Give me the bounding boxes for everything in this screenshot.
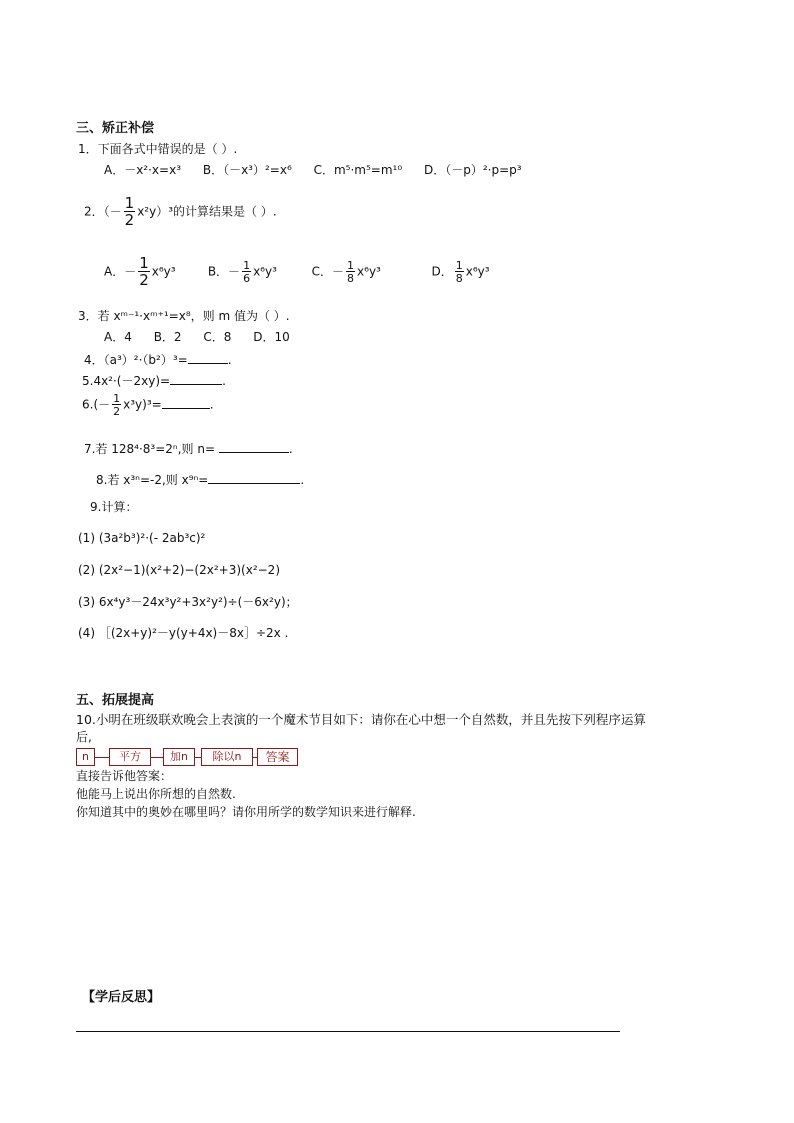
q1-stem: 1．下面各式中错误的是（ ）. [78, 142, 238, 156]
q2-option-d: D． $\frac{1}{8}$ x⁶y³ [431, 259, 490, 285]
q1-option-a: A．－x²·x=x³ [104, 163, 182, 177]
q4: 4．（a³）²·（b²）³= . [84, 353, 232, 367]
q1-option-d: D．（－p）²·p=p³ [424, 163, 522, 177]
flow-step-square: 平方 [109, 748, 151, 766]
q9-part-3: (3) 6x⁴y³－24x³y²+3x²y²)÷(－6x²y)； [78, 595, 298, 609]
q5-answer-blank[interactable] [170, 372, 222, 385]
q1-option-c: C．m⁵·m⁵=m¹⁰ [313, 163, 403, 177]
reflection-heading: 【学后反思】 [82, 990, 161, 1005]
q7-answer-blank[interactable] [219, 440, 289, 453]
flow-connector [95, 757, 109, 758]
q8-answer-blank[interactable] [208, 471, 300, 484]
q2-suffix: x²y）³的计算结果是（ ）. [137, 204, 277, 219]
q9-label: 9.计算： [90, 500, 138, 514]
q1-option-b: B．（－x³）²=x⁶ [202, 163, 292, 177]
q6-answer-blank[interactable] [162, 396, 210, 409]
q6: 6.(－ $\frac{1}{2}$ x³y)³= . [82, 392, 214, 418]
q3-stem: 3．若 xᵐ⁻¹·xᵐ⁺¹=x⁸，则 m 值为（ ）. [78, 309, 290, 323]
q3-option-b: B．2 [153, 330, 182, 344]
section-5-heading: 五、拓展提高 [76, 693, 155, 708]
section-3-heading: 三、矫正补偿 [76, 121, 155, 136]
q9-part-4: (4) ［(2x+y)²－y(y+4x)－8x］÷2x . [78, 626, 289, 640]
q9-part-1: (1) (3a²b³)²·(- 2ab³c)² [78, 531, 206, 545]
q9-part-2: (2) (2x²−1)(x²+2)−(2x²+3)(x²−2) [78, 563, 280, 577]
q3-option-a: A．4 [104, 330, 132, 344]
flow-connector [151, 757, 163, 758]
q3-option-d: D．10 [253, 330, 290, 344]
q2-fraction: $\frac{1}{2}$ [124, 194, 135, 229]
q2-options [104, 256, 490, 288]
q10-line-2: 后, [76, 730, 92, 744]
q7: 7.若 128⁴·8³=2ⁿ,则 n= . [84, 442, 293, 456]
flow-step-add-n: 加n [163, 748, 195, 766]
q4-answer-blank[interactable] [188, 351, 228, 364]
flow-step-n: n [76, 748, 95, 766]
q10-line-4: 他能马上说出你所想的自然数. [76, 787, 236, 801]
q1-options [104, 163, 540, 177]
q5: 5.4x²·(－2xy)= . [82, 374, 226, 388]
flow-step-answer: 答案 [257, 748, 298, 766]
flow-step-divide-n: 除以n [201, 748, 253, 766]
q2-prefix: 2．（－ [84, 204, 122, 219]
q2-stem [84, 196, 277, 228]
reflection-answer-line[interactable] [76, 1031, 620, 1032]
q3-option-c: C．8 [203, 330, 232, 344]
q3-options [104, 330, 308, 344]
q2-option-b: B．－ $\frac{1}{6}$ x⁶y³ [207, 259, 277, 285]
q10-line-1: 10.小明在班级联欢晚会上表演的一个魔术节目如下：请你在心中想一个自然数，并且先按下列程序运算 [76, 712, 646, 727]
q2-option-c: C．－ $\frac{1}{8}$ x⁶y³ [311, 259, 381, 285]
q2-option-a: A．－ $\frac{1}{2}$ x⁶y³ [104, 254, 176, 289]
q8: 8.若 x³ⁿ=-2,则 x⁹ⁿ= . [96, 473, 305, 487]
q10-line-3: 直接告诉他答案： [76, 769, 173, 783]
q10-line-5: 你知道其中的奥妙在哪里吗？请你用所学的数学知识来进行解释. [76, 805, 416, 819]
